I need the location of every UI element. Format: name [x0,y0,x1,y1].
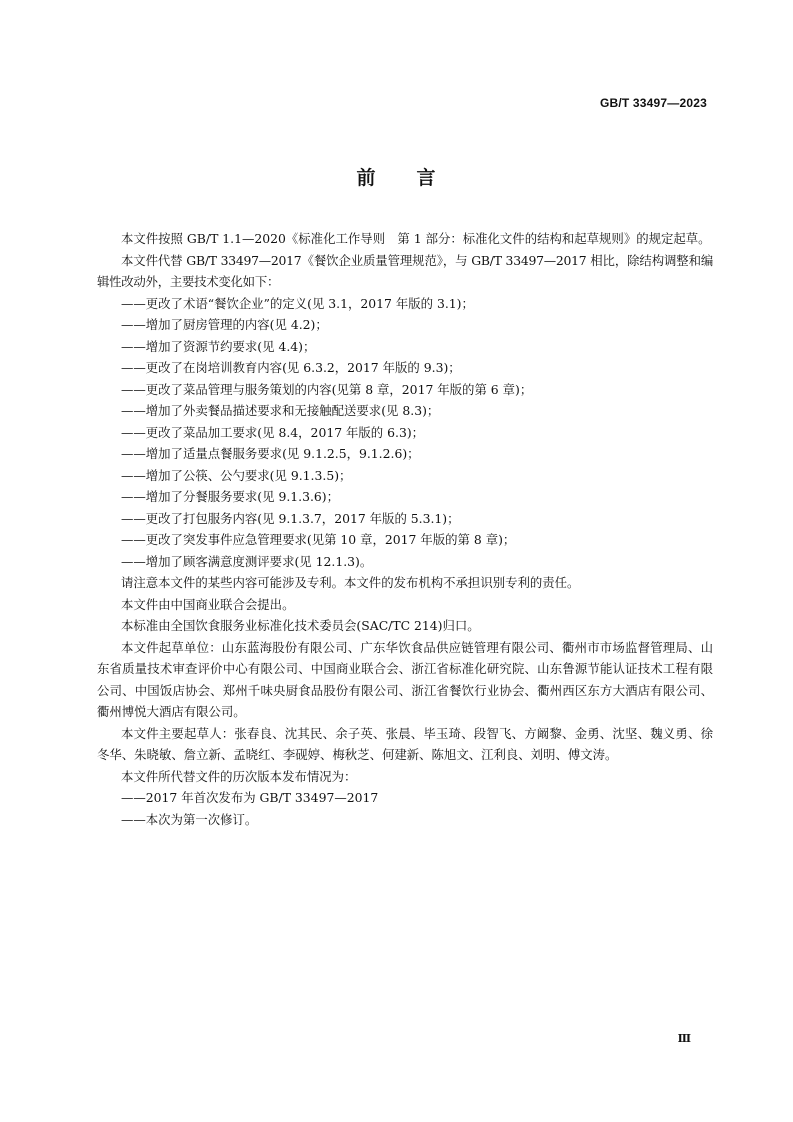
title-char-2: 言 [416,167,437,189]
paragraph-committee: 本标准由全国饮食服务业标准化技术委员会(SAC/TC 214)归口。 [121,618,480,633]
paragraph-history-intro: 本文件所代替文件的历次版本发布情况为： [121,768,357,784]
list-item: ——2017 年首次发布为 GB/T 33497—2017 [121,790,379,805]
list-item: ——本次为第一次修订。 [121,811,258,827]
changes-list [97,293,713,573]
list-item: ——增加了公筷、公勺要求(见 9.1.3.5)； [121,467,352,483]
list-item: ——增加了厨房管理的内容(见 4.2)； [121,317,328,332]
list-item: ——增加了分餐服务要求(见 9.1.3.6)； [121,489,340,504]
list-item: ——更改了菜品管理与服务策划的内容(见第 8 章，2017 年版的第 6 章)； [121,381,533,397]
paragraph-drafters: 本文件主要起草人：张春良、沈其民、余子英、张晨、毕玉琦、段智飞、方阚黎、金勇、沈坚、魏义勇、徐冬华、朱晓敏、詹立新、孟晓红、李砚婷、梅秋芝、何建新、陈旭文、江利良、刘明、傅文涛。 [97,725,713,762]
title-char-1: 前 [356,167,377,189]
history-list [97,787,713,830]
paragraph-replacement: 本文件代替 GB/T 33497—2017《餐饮企业质量管理规范》，与 GB/T 33497—2017 相比，除结构调整和编辑性改动外，主要技术变化如下： [97,252,713,289]
list-item: ——增加了适量点餐服务要求(见 9.1.2.5，9.1.2.6)； [121,446,420,461]
paragraph-patent-notice: 请注意本文件的某些内容可能涉及专利。本文件的发布机构不承担识别专利的责任。 [121,575,580,590]
paragraph-drafting-rules: 本文件按照 GB/T 1.1—2020《标准化工作导则 第 1 部分：标准化文件的结构和起草规则》的规定起草。 [121,231,711,246]
list-item: ——更改了打包服务内容(见 9.1.3.7，2017 年版的 5.3.1)； [121,510,460,526]
standard-code: GB/T 33497—2023 [599,96,707,110]
page-title [0,163,793,190]
list-item: ——增加了资源节约要求(见 4.4)； [121,338,316,354]
page-number: Ⅲ [677,1032,691,1045]
list-item: ——更改了突发事件应急管理要求(见第 10 章，2017 年版的第 8 章)； [121,532,516,547]
paragraph-drafting-units: 本文件起草单位：山东蓝海股份有限公司、广东华饮食品供应链管理有限公司、衢州市市场监督管理局、山东省质量技术审查评价中心有限公司、中国商业联合会、浙江省标准化研究院、山东鲁源节能认证技术工程有限公司、中国饭店协会、郑州千味央厨食品股份有限公司、浙江省餐饮行业协会、衢州西区东方大酒店有限公司、衢州博悦大酒店有限公司。 [97,639,713,719]
list-item: ——更改了菜品加工要求(见 8.4，2017 年版的 6.3)； [121,424,425,440]
list-item: ——更改了在岗培训教育内容(见 6.3.2，2017 年版的 9.3)； [121,360,461,375]
foreword-body [97,228,713,830]
paragraph-proposer: 本文件由中国商业联合会提出。 [121,596,295,612]
list-item: ——更改了术语“餐饮企业”的定义(见 3.1，2017 年版的 3.1)； [121,295,474,311]
list-item: ——增加了顾客满意度测评要求(见 12.1.3)。 [121,553,373,569]
list-item: ——增加了外卖餐品描述要求和无接触配送要求(见 8.3)； [121,403,440,418]
